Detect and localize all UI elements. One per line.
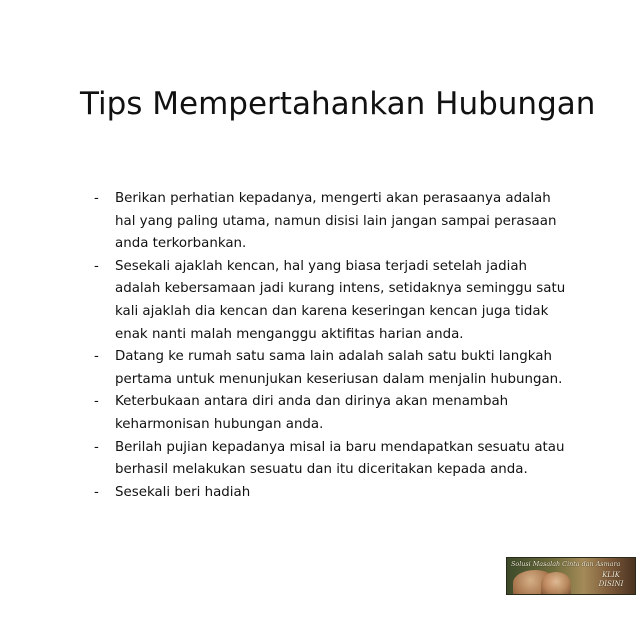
list-item bbox=[94, 437, 574, 482]
bullet-dash: - bbox=[94, 394, 99, 410]
promo-banner-link[interactable] bbox=[506, 557, 636, 595]
list-item-text: Berikan perhatian kepadanya, mengerti akan perasaanya adalah hal yang paling utama, namun disisi lain jangan sampai perasaan anda terkorbankan. bbox=[115, 191, 557, 252]
list-item bbox=[94, 391, 574, 436]
bullet-dash: - bbox=[94, 258, 99, 274]
list-item-text: Datang ke rumah satu sama lain adalah salah satu bukti langkah pertama untuk menunjukan keseriusan dalam menjalin hubungan. bbox=[115, 349, 563, 387]
list-item-text: Sesekali ajaklah kencan, hal yang biasa terjadi setelah jadiah adalah kebersamaan jadi kurang intens, setidaknya seminggu satu kali ajaklah dia kencan dan karena keseringan kencan juga tidak enak nanti malah menganggu aktifitas harian anda. bbox=[115, 258, 566, 342]
bullet-dash: - bbox=[94, 191, 99, 206]
list-item bbox=[94, 256, 574, 346]
page-title: Tips Mempertahankan Hubungan bbox=[80, 86, 596, 122]
list-item-text: Berilah pujian kepadanya misal ia baru mendapatkan sesuatu atau berhasil melakukan sesuatu dan itu diceritakan kepada anda. bbox=[115, 439, 565, 478]
bullet-dash: - bbox=[94, 349, 99, 365]
list-item bbox=[94, 482, 574, 505]
banner-tagline: Solusi Masalah Cinta dan Asmara bbox=[511, 560, 621, 568]
bullet-dash: - bbox=[94, 484, 99, 500]
tips-list bbox=[94, 188, 574, 504]
couple-photo-icon-2 bbox=[541, 572, 571, 595]
list-item-text: Keterbukaan antara diri anda dan dirinya akan menambah keharmonisan hubungan anda. bbox=[115, 394, 509, 432]
banner-cta-line2: DISINI bbox=[598, 580, 624, 588]
list-item-text: Sesekali beri hadiah bbox=[115, 484, 251, 500]
banner-cta[interactable] bbox=[591, 571, 631, 589]
list-item bbox=[94, 346, 574, 391]
banner-cta-line1: KLIK bbox=[602, 571, 620, 579]
list-item bbox=[94, 188, 574, 256]
bullet-dash: - bbox=[94, 439, 99, 455]
